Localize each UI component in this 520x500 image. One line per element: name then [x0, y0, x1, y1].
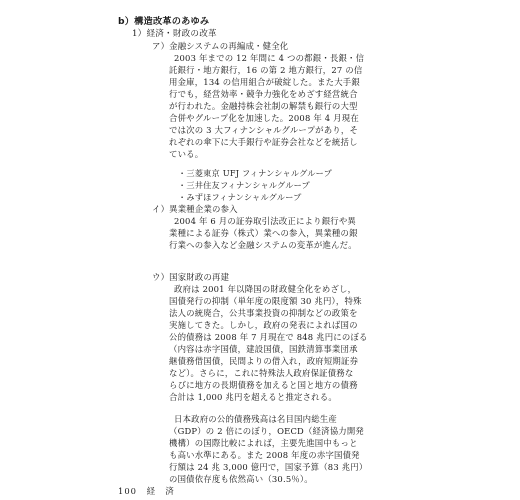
item-u-line-3: 法人の統廃合，公共事業投資の抑制などの政策を: [169, 308, 358, 318]
bullet-item-3: ・みずほフィナンシャルグループ: [178, 192, 302, 202]
item-a-line-7: では次の 3 大フィナンシャルグループがあり，そ: [169, 125, 359, 135]
item-u-line-10: 合計は 1,000 兆円を超えると推定される。: [169, 392, 337, 402]
item-u-paragraph2-line-6: の国債依存度も依然高い（30.5％）。: [169, 474, 313, 484]
item-a-line-1: 2003 年までの 12 年間に 4 つの都銀・長銀・信: [174, 53, 365, 63]
subsection-heading-1: 1）経済・財政の改革: [132, 29, 217, 39]
item-a-line-2: 託銀行・地方銀行，16 の第 2 地方銀行，27 の信: [169, 65, 363, 75]
bullet-item-1: ・三菱東京 UFJ フィナンシャルグループ: [178, 168, 333, 178]
item-u-paragraph2-line-4: も高い水準にある。また 2008 年度の赤字国債発: [169, 450, 360, 460]
item-u-paragraph2-line-1: 日本政府の公的債務残高は名目国内総生産: [174, 414, 337, 424]
item-u-title: ウ）国家財政の再建: [152, 272, 230, 282]
item-a-line-8: れぞれの傘下に大手銀行や証券会社などを統括し: [169, 137, 358, 147]
item-a-line-6: 合併やグループ化を加速した。2008 年 4 月現在: [169, 113, 359, 123]
item-u-paragraph2-line-5: 行額は 24 兆 3,000 億円で，国家予算（83 兆円）: [169, 462, 368, 472]
item-u-line-2: 国債発行の抑制（単年度の限度額 30 兆円），特殊: [169, 296, 362, 306]
item-i-title: イ）異業種企業の参入: [152, 204, 238, 214]
item-u-paragraph2-line-3: 機構）の国際比較によれば，主要先進国中もっと: [169, 438, 358, 448]
item-u-line-7: 継債務借国債，民間よりの借入れ，政府短期証券: [169, 356, 359, 366]
item-u-paragraph2-line-2: （GDP）の 2 倍にのぼり，OECD（経済協力開発: [169, 426, 364, 436]
item-u-line-6: （内容は赤字国債，建設国債，国鉄清算事業団承: [169, 344, 358, 354]
item-a-line-4: 行でも，経営効率・競争力強化をめざす経営統合: [169, 89, 358, 99]
section-name: 経 済: [146, 486, 175, 496]
item-i-line-2: 業種による証券（株式）業への参入，異業種の銀: [169, 228, 358, 238]
footer-folio: [118, 486, 175, 497]
bullet-item-2: ・三井住友フィナンシャルグループ: [178, 180, 310, 190]
item-u-line-9: らびに地方の長期債務を加えると国と地方の債務: [169, 380, 358, 390]
item-a-line-5: が行われた。金融持株会社制の解禁も銀行の大型: [169, 101, 358, 111]
item-u-line-4: 実施してきた。しかし，政府の発表によれば国の: [169, 320, 358, 330]
item-i-line-1: 2004 年 6 月の証券取引法改正により銀行や異: [174, 216, 357, 226]
item-a-line-9: ている。: [169, 149, 204, 159]
item-u-line-1: 政府は 2001 年以降国の財政健全化をめざし，: [174, 284, 357, 294]
item-u-line-8: など）。さらに，これに特殊法人政府保証債務な: [169, 368, 354, 378]
page-number: 100: [118, 486, 137, 496]
item-u-line-5: 公的債務は 2008 年 7 月現在で 848 兆円にのぼる: [169, 332, 368, 342]
section-heading: b）構造改革のあゆみ: [118, 16, 210, 27]
item-a-line-3: 用金庫，134 の信用組合が破綻した。また大手銀: [169, 77, 360, 87]
item-i-line-3: 行業への参入など金融システムの変革が進んだ。: [169, 240, 357, 250]
item-a-title: ア）金融システムの再編成・健全化: [152, 41, 289, 51]
